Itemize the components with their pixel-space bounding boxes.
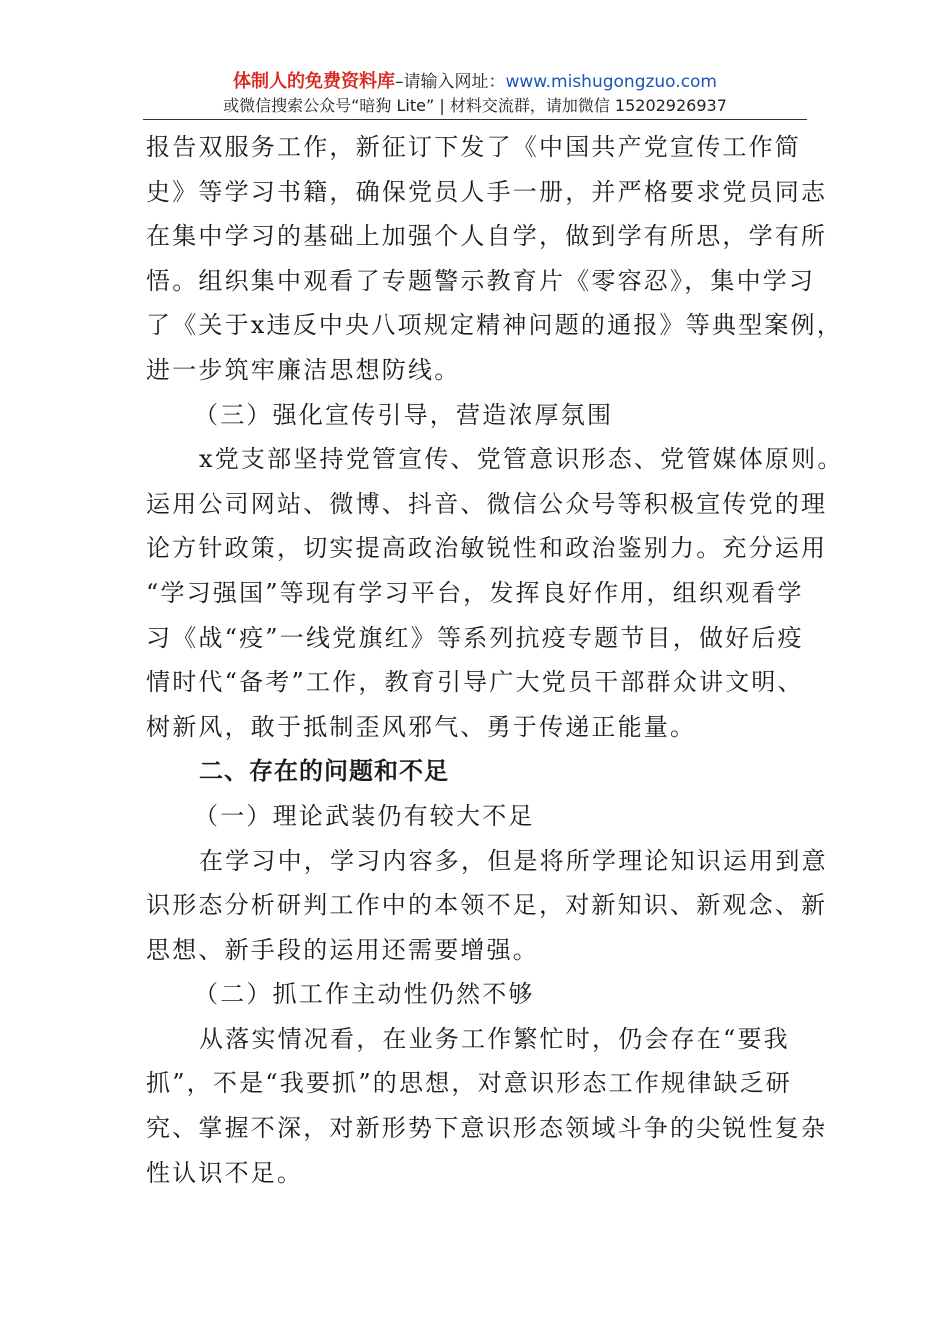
- body-line: 习《战“疫”一线党旗红》等系列抗疫专题节目，做好后疫: [146, 623, 804, 652]
- site-url-link[interactable]: www.mishugongzuo.com: [505, 72, 717, 92]
- brand-title: 体制人的免费资料库: [232, 71, 395, 92]
- header-line-1: [0, 70, 950, 94]
- page-header: [0, 70, 950, 118]
- body-line: 抓”，不是“我要抓”的思想，对意识形态工作规律缺乏研: [146, 1069, 793, 1098]
- body-line: 运用公司网站、微博、抖音、微信公众号等积极宣传党的理: [146, 489, 828, 518]
- subsection-heading: （一）理论武装仍有较大不足: [194, 801, 535, 830]
- document-body: [146, 125, 844, 1195]
- body-line: 在集中学习的基础上加强个人自学，做到学有所思，学有所: [146, 222, 828, 251]
- header-divider: [143, 119, 807, 120]
- paragraph-start-line: x党支部坚持党管宣传、党管意识形态、党管媒体原则。: [199, 445, 844, 474]
- body-line: 史》等学习书籍，确保党员人手一册，并严格要求党员同志: [146, 177, 828, 206]
- body-line: 识形态分析研判工作中的本领不足，对新知识、新观念、新: [146, 891, 828, 920]
- subsection-heading: （二）抓工作主动性仍然不够: [194, 980, 535, 1009]
- body-line: 性认识不足。: [146, 1158, 304, 1187]
- paragraph-start-line: 从落实情况看，在业务工作繁忙时，仍会存在“要我: [199, 1024, 790, 1053]
- body-line: 悟。组织集中观看了专题警示教育片《零容忍》，集中学习: [146, 266, 816, 295]
- body-line: 究、掌握不深，对新形势下意识形态领域斗争的尖锐性复杂: [146, 1114, 828, 1143]
- body-line: 进一步筑牢廉洁思想防线。: [146, 355, 461, 384]
- body-line: “学习强国”等现有学习平台，发挥良好作用，组织观看学: [146, 578, 804, 607]
- body-line: 报告双服务工作，新征订下发了《中国共产党宣传工作简: [146, 133, 801, 161]
- section-heading: 二、存在的问题和不足: [199, 757, 449, 786]
- body-line: 了《关于x违反中央八项规定精神问题的通报》等典型案例，: [146, 311, 843, 340]
- body-line: 树新风，敢于抵制歪风邪气、勇于传递正能量。: [146, 712, 697, 741]
- header-line-2: 或微信搜索公众号“暗狗 Lite” | 材料交流群，请加微信 15202926937: [223, 96, 727, 115]
- paragraph-start-line: 在学习中，学习内容多，但是将所学理论知识运用到意: [199, 846, 828, 875]
- body-line: 思想、新手段的运用还需要增强。: [146, 935, 539, 964]
- url-prompt: –请输入网址：: [394, 72, 506, 92]
- body-line: 情时代“备考”工作，教育引导广大党员干部群众讲文明、: [146, 668, 804, 697]
- subsection-heading: （三）强化宣传引导，营造浓厚氛围: [194, 400, 614, 429]
- body-line: 论方针政策，切实提高政治敏锐性和政治鉴别力。充分运用: [146, 534, 828, 563]
